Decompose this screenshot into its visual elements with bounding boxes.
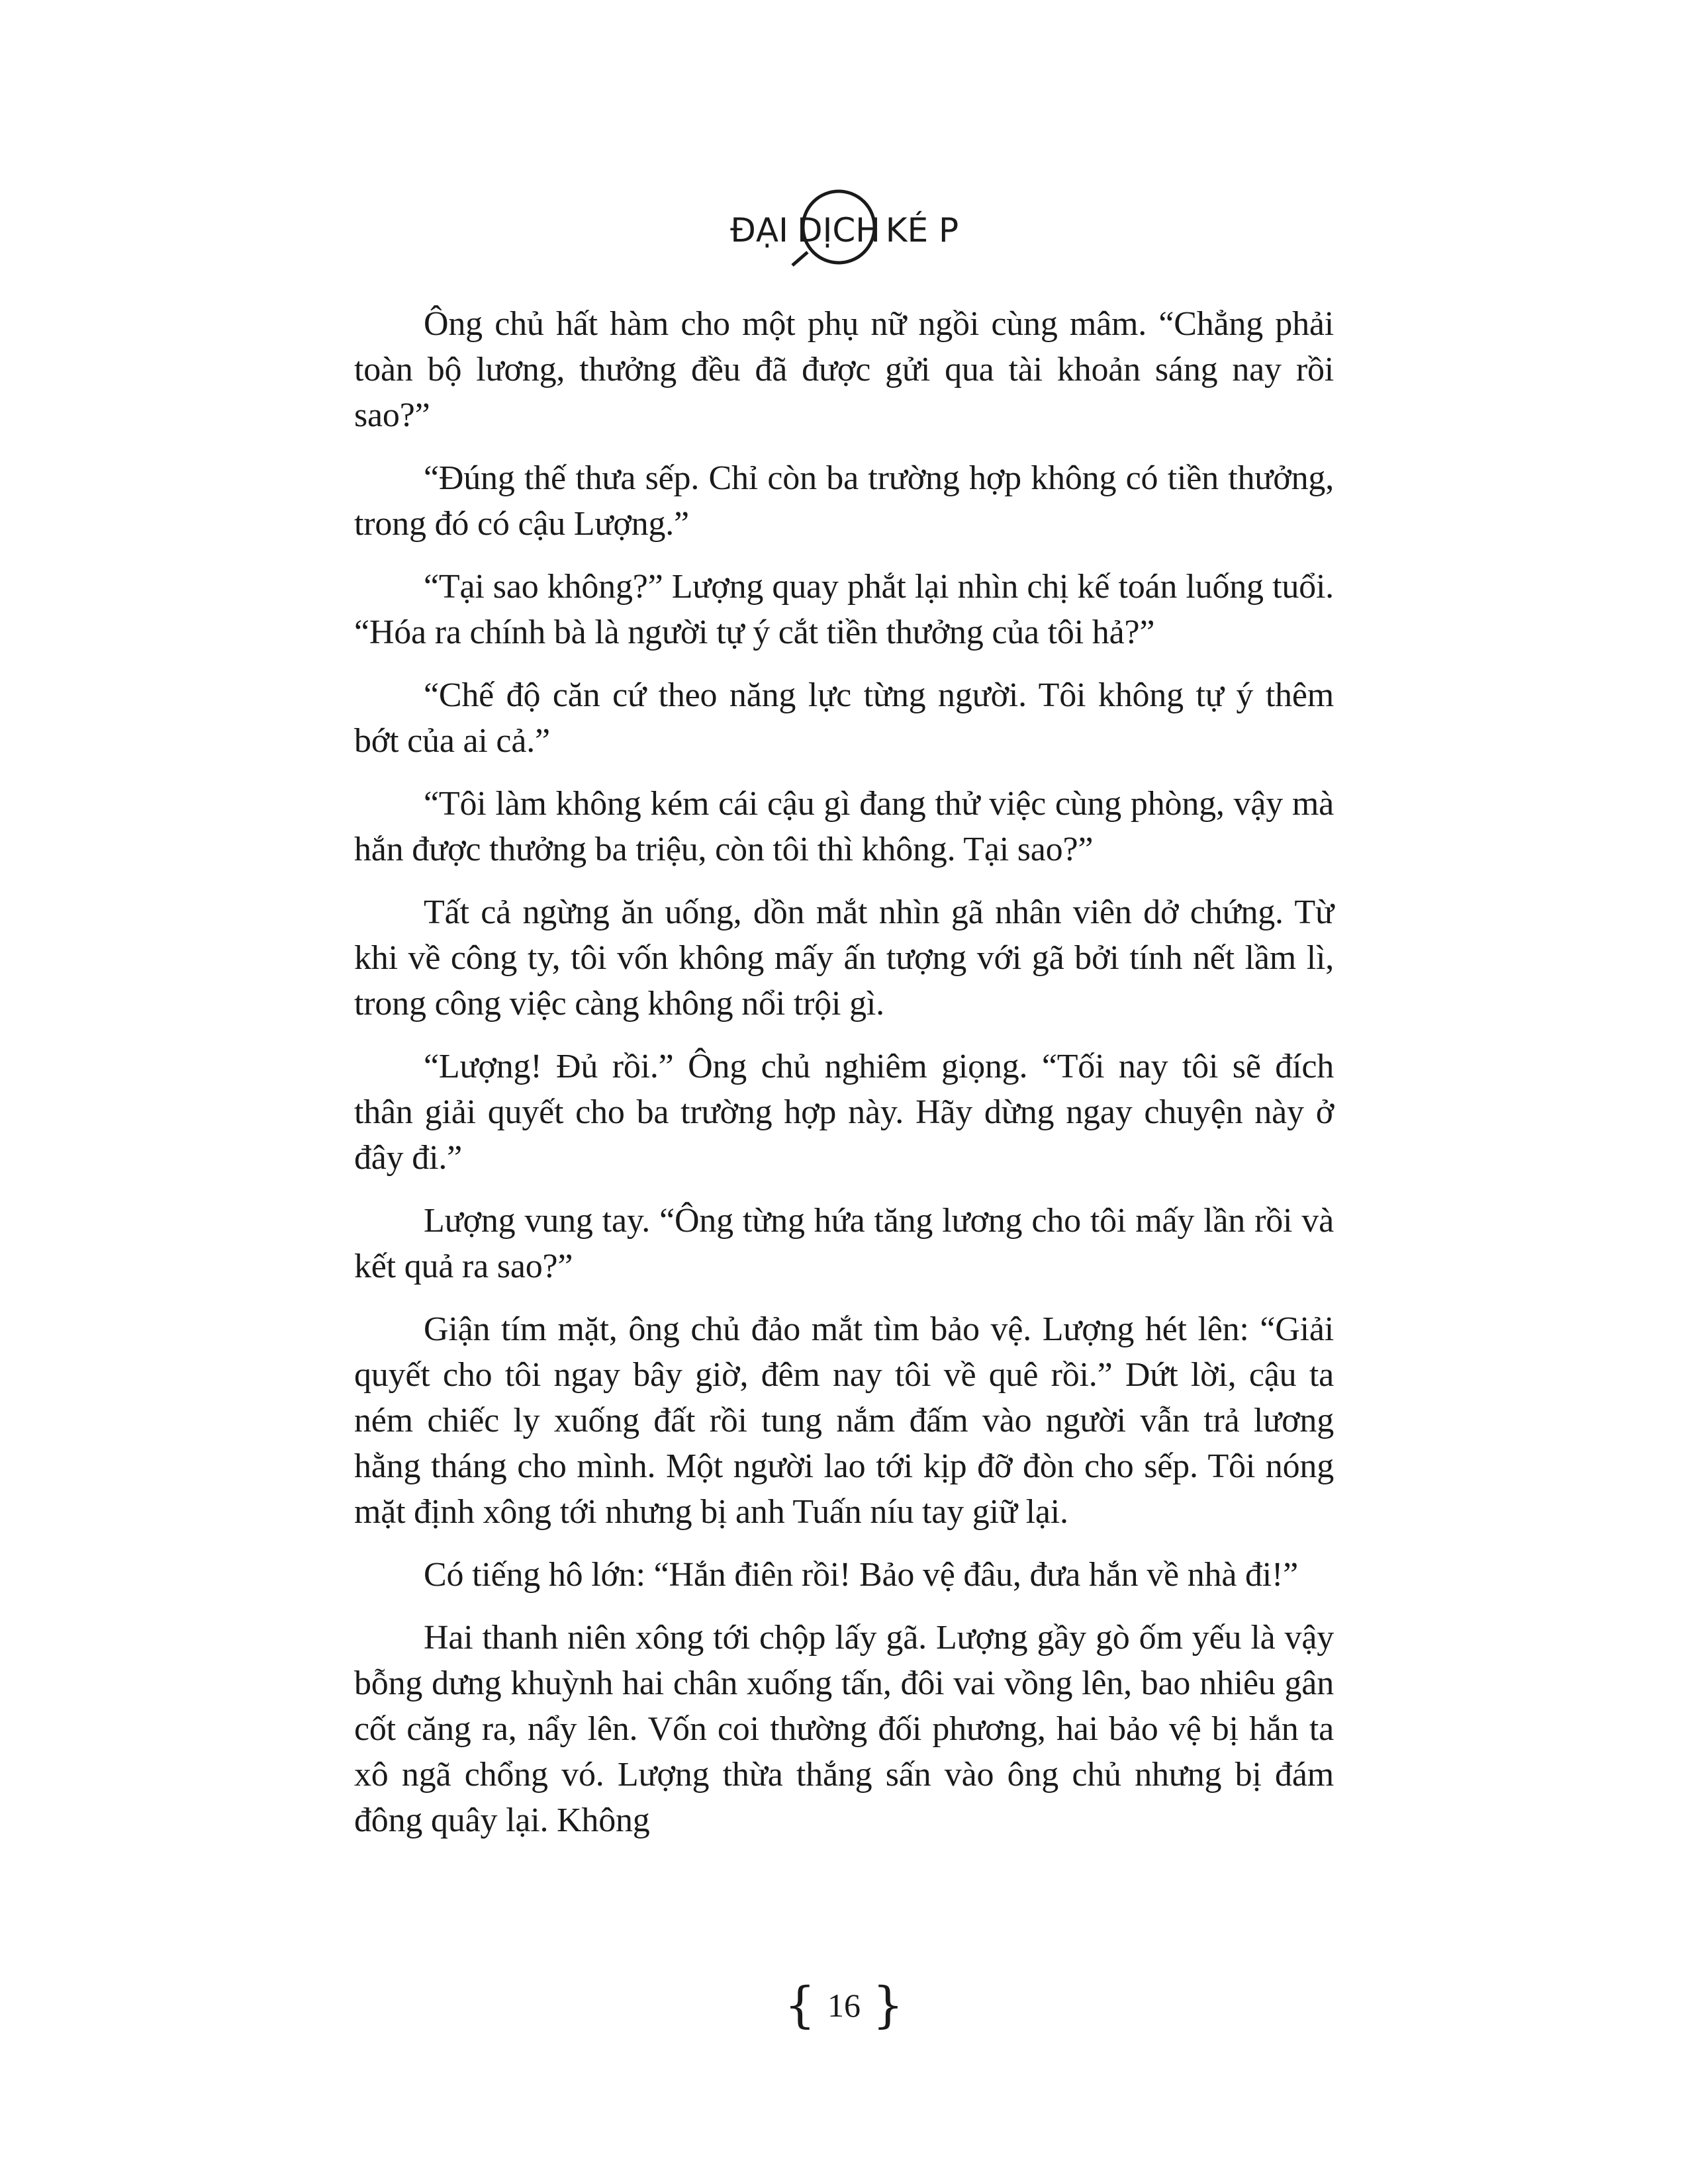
right-brace: } xyxy=(872,1977,904,2034)
paragraph: Lượng vung tay. “Ông từng hứa tăng lương cho tôi mấy lần rồi và kết quả ra sao?” xyxy=(354,1202,1334,1285)
title-left: ĐẠI xyxy=(730,211,788,250)
paragraph: Hai thanh niên xông tới chộp lấy gã. Lượng gầy gò ốm yếu là vậy bỗng dưng khuỳnh hai chân xuống tấn, đôi vai vồng lên, bao nhiêu gân cốt căng ra, nẩy lên. Vốn coi thường đối phương, hai bảo vệ bị hắn ta xô ngã chổng vó. Lượng thừa thắng sấn vào ông chủ nhưng bị đám đông quây lại. Không xyxy=(354,1619,1334,1839)
paragraph: “Lượng! Đủ rồi.” Ông chủ nghiêm giọng. “Tối nay tôi sẽ đích thân giải quyết cho ba trường hợp này. Hãy dừng ngay chuyện này ở đây đi.” xyxy=(354,1048,1334,1177)
paragraph: Tất cả ngừng ăn uống, dồn mắt nhìn gã nhân viên dở chứng. Từ khi về công ty, tôi vốn không mấy ấn tượng với gã bởi tính nết lầm lì, trong công việc càng không nổi trội gì. xyxy=(354,893,1334,1023)
paragraph: Ông chủ hất hàm cho một phụ nữ ngồi cùng mâm. “Chẳng phải toàn bộ lương, thưởng đều đã được gửi qua tài khoản sáng nay rồi sao?” xyxy=(354,305,1334,434)
paragraph: “Chế độ căn cứ theo năng lực từng người. Tôi không tự ý thêm bớt của ai cả.” xyxy=(354,676,1334,760)
paragraph: “Tôi làm không kém cái cậu gì đang thử việc cùng phòng, vậy mà hắn được thưởng ba triệu, còn tôi thì không. Tại sao?” xyxy=(354,785,1334,868)
paragraph: “Tại sao không?” Lượng quay phắt lại nhìn chị kế toán luống tuổi. “Hóa ra chính bà là người tự ý cắt tiền thưởng của tôi hả?” xyxy=(354,568,1334,651)
body-text xyxy=(354,301,1334,1860)
paragraph: Có tiếng hô lớn: “Hắn điên rồi! Bảo vệ đâu, đưa hắn về nhà đi!” xyxy=(424,1556,1299,1594)
logo-slash xyxy=(792,252,808,265)
running-header xyxy=(712,189,976,268)
title-right: KÉ P xyxy=(885,211,959,250)
paragraph: “Đúng thế thưa sếp. Chỉ còn ba trường hợp không có tiền thưởng, trong đó có cậu Lượng.” xyxy=(354,459,1334,543)
left-brace: { xyxy=(784,1977,816,2034)
page-number-value: 16 xyxy=(827,1987,861,2024)
paragraph: Giận tím mặt, ông chủ đảo mắt tìm bảo vệ. Lượng hét lên: “Giải quyết cho tôi ngay bây giờ, đêm nay tôi về quê rồi.” Dứt lời, cậu ta ném chiếc ly xuống đất rồi tung nắm đấm vào người vẫn trả lương hằng tháng cho mình. Một người lao tới kịp đỡ đòn cho sếp. Tôi nóng mặt định xông tới nhưng bị anh Tuấn níu tay giữ lại. xyxy=(354,1310,1334,1531)
title-center: DỊCH xyxy=(797,211,880,250)
page-number xyxy=(781,1976,907,2035)
book-title-logo xyxy=(712,189,976,268)
